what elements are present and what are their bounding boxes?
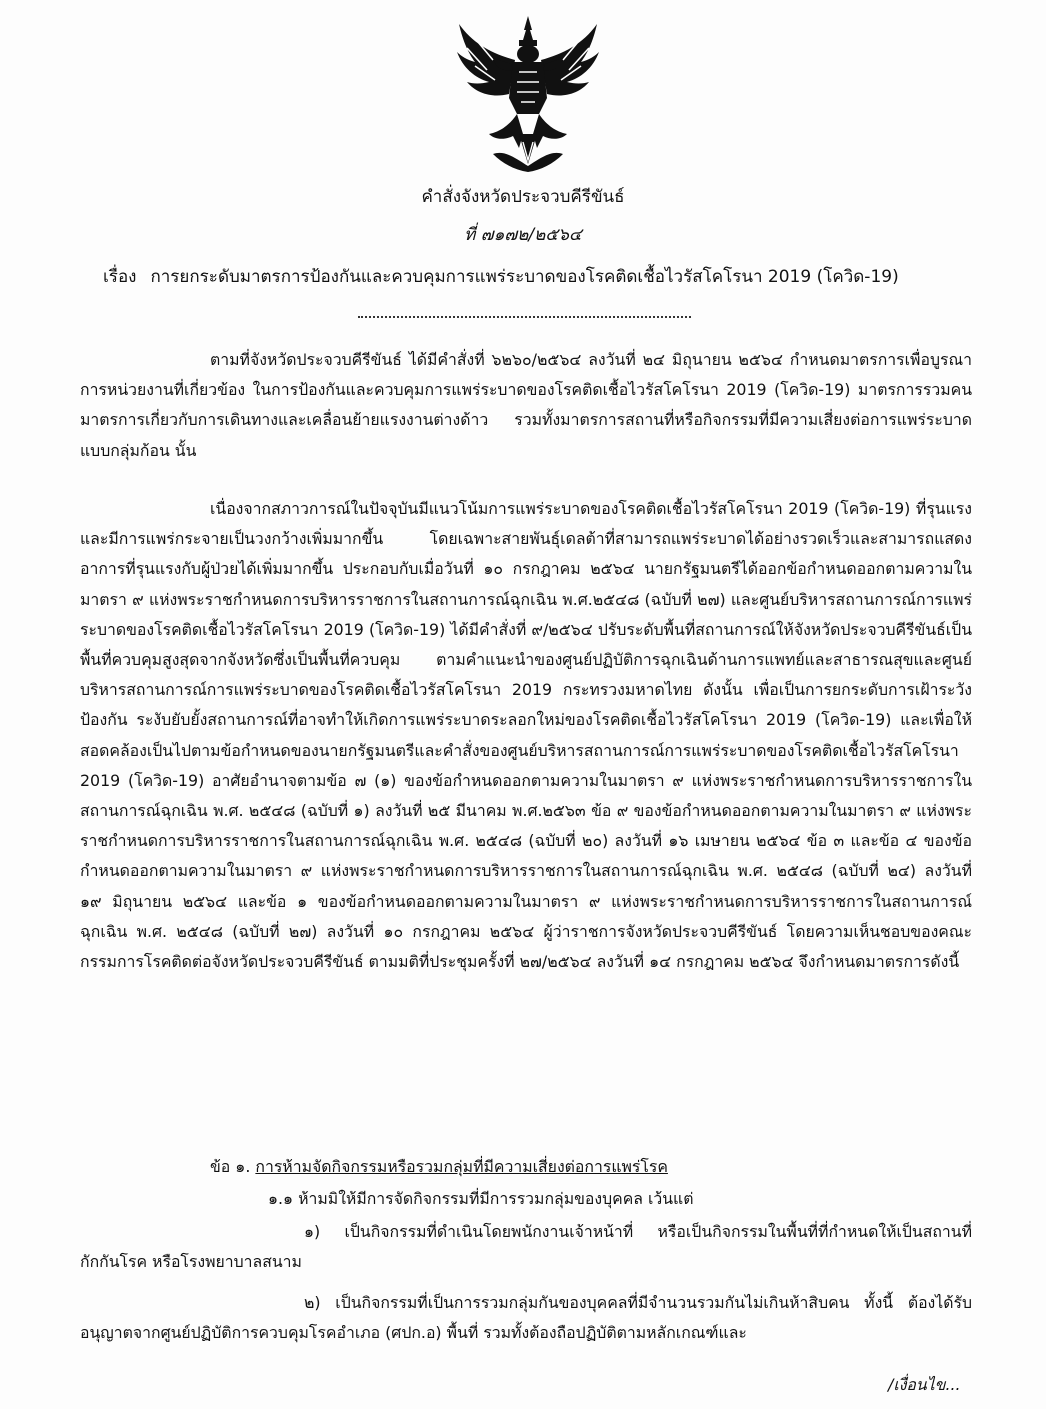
clause-1-heading: [210, 1156, 668, 1178]
divider: [358, 316, 691, 318]
continuation-note: /เงื่อนไข...: [888, 1375, 961, 1394]
clause-1-number: ข้อ ๑.: [210, 1157, 251, 1176]
subject-line: [103, 266, 899, 288]
garuda-emblem-icon: [453, 14, 603, 174]
clause-item-2: ๒) เป็นกิจกรรมที่เป็นการรวมกลุ่มกันของบุคคลที่มีจำนวนรวมกันไม่เกินห้าสิบคน ทั้งนี้ ต้องได้รับอนุญาตจากศูนย์ปฏิบัติการควบคุมโรคอำเภอ (ศปก.อ) พื้นที่ รวมทั้งต้องถือปฏิบัติตามหลักเกณฑ์และ: [80, 1293, 972, 1342]
subject-text: การยกระดับมาตรการป้องกันและควบคุมการแพร่ระบาดของโรคติดเชื้อไวรัสโคโรนา 2019 (โควิด-19): [150, 267, 899, 287]
paragraph-1: ตามที่จังหวัดประจวบคีรีขันธ์ ได้มีคำสั่งที่ ๖๒๖๐/๒๕๖๔ ลงวันที่ ๒๔ มิถุนายน ๒๕๖๔ กำหนดมาตรการเพื่อบูรณาการหน่วยงานที่เกี่ยวข้อง ในการป้องกันและควบคุมการแพร่ระบาดของโรคติดเชื้อไวรัสโคโรนา 2019 (โควิด-19) มาตรการรวมคน มาตรการเกี่ยวกับการเดินทางและเคลื่อนย้ายแรงงานต่างด้าว รวมทั้งมาตรการสถานที่หรือกิจกรรมที่มีความเสี่ยงต่อการแพร่ระบาดแบบกลุ่มก้อน นั้น: [80, 350, 972, 460]
subject-label: เรื่อง: [103, 267, 137, 287]
paragraph-2: เนื่องจากสภาวการณ์ในปัจจุบันมีแนวโน้มการแพร่ระบาดของโรคติดเชื้อไวรัสโคโรนา 2019 (โควิด-19) ที่รุนแรงและมีการแพร่กระจายเป็นวงกว้างเพิ่มมากขึ้น โดยเฉพาะสายพันธุ์เดลต้าที่สามารถแพร่ระบาดได้อย่างรวดเร็วและสามารถแสดงอาการที่รุนแรงกับผู้ป่วยได้เพิ่มมากขึ้น ประกอบกับเมื่อวันที่ ๑๐ กรกฎาคม ๒๕๖๔ นายกรัฐมนตรีได้ออกข้อกำหนดออกตามความในมาตรา ๙ แห่งพระราชกำหนดการบริหารราชการในสถานการณ์ฉุกเฉิน พ.ศ.๒๕๔๘ (ฉบับที่ ๒๗) และศูนย์บริหารสถานการณ์การแพร่ระบาดของโรคติดเชื้อไวรัสโคโรนา 2019 (โควิด-19) ได้มีคำสั่งที่ ๙/๒๕๖๔ ปรับระดับพื้นที่สถานการณ์ให้จังหวัดประจวบคีรีขันธ์เป็นพื้นที่ควบคุมสูงสุดจากจังหวัดซึ่งเป็นพื้นที่ควบคุม ตามคำแนะนำของศูนย์ปฏิบัติการฉุกเฉินด้านการแพทย์และสาธารณสุขและศูนย์บริหารสถานการณ์การแพร่ระบาดของโรคติดเชื้อไวรัสโคโรนา 2019 กระทรวงมหาดไทย ดังนั้น เพื่อเป็นการยกระดับการเฝ้าระวัง ป้องกัน ระงับยับยั้งสถานการณ์ที่อาจทำให้เกิดการแพร่ระบาดระลอกใหม่ของโรคติดเชื้อไวรัสโคโรนา 2019 (โควิด-19) และเพื่อให้สอดคล้องเป็นไปตามข้อกำหนดของนายกรัฐมนตรีและคำสั่งของศูนย์บริหารสถานการณ์การแพร่ระบาดของโรคติดเชื้อไวรัสโคโรนา 2019 (โควิด-19) อาศัยอำนาจตามข้อ ๗ (๑) ของข้อกำหนดออกตามความในมาตรา ๙ แห่งพระราชกำหนดการบริหารราชการในสถานการณ์ฉุกเฉิน พ.ศ. ๒๕๔๘ (ฉบับที่ ๑) ลงวันที่ ๒๕ มีนาคม พ.ศ.๒๕๖๓ ข้อ ๙ ของข้อกำหนดออกตามความในมาตรา ๙ แห่งพระราชกำหนดการบริหารราชการในสถานการณ์ฉุกเฉิน พ.ศ. ๒๕๔๘ (ฉบับที่ ๒๐) ลงวันที่ ๑๖ เมษายน ๒๕๖๔ ข้อ ๓ และข้อ ๔ ของข้อกำหนดออกตามความในมาตรา ๙ แห่งพระราชกำหนดการบริหารราชการในสถานการณ์ฉุกเฉิน พ.ศ. ๒๕๔๘ (ฉบับที่ ๒๔) ลงวันที่ ๑๙ มิถุนายน ๒๕๖๔ และข้อ ๑ ของข้อกำหนดออกตามความในมาตรา ๙ แห่งพระราชกำหนดการบริหารราชการในสถานการณ์ฉุกเฉิน พ.ศ. ๒๕๔๘ (ฉบับที่ ๒๗) ลงวันที่ ๑๐ กรกฎาคม ๒๕๖๔ ผู้ว่าราชการจังหวัดประจวบคีรีขันธ์ โดยความเห็นชอบของคณะกรรมการโรคติดต่อจังหวัดประจวบคีรีขันธ์ ตามมติที่ประชุมครั้งที่ ๒๗/๒๕๖๔ ลงวันที่ ๑๔ กรกฎาคม ๒๕๖๔ จึงกำหนดมาตรการดังนี้: [80, 499, 973, 972]
order-title: คำสั่งจังหวัดประจวบคีรีขันธ์: [421, 187, 625, 207]
clause-1-1: ๑.๑ ห้ามมิให้มีการจัดกิจกรรมที่มีการรวมกลุ่มของบุคคล เว้นแต่: [268, 1189, 694, 1208]
clause-1-title: การห้ามจัดกิจกรรมหรือรวมกลุ่มที่มีความเสี่ยงต่อการแพร่โรค: [255, 1157, 668, 1176]
clause-item-1: ๑) เป็นกิจกรรมที่ดำเนินโดยพนักงานเจ้าหน้าที่ หรือเป็นกิจกรรมในพื้นที่ที่กำหนดให้เป็นสถานที่กักกันโรค หรือโรงพยาบาลสนาม: [80, 1222, 972, 1271]
order-number: ที่ ๗๑๗๒/๒๕๖๔: [464, 225, 582, 245]
